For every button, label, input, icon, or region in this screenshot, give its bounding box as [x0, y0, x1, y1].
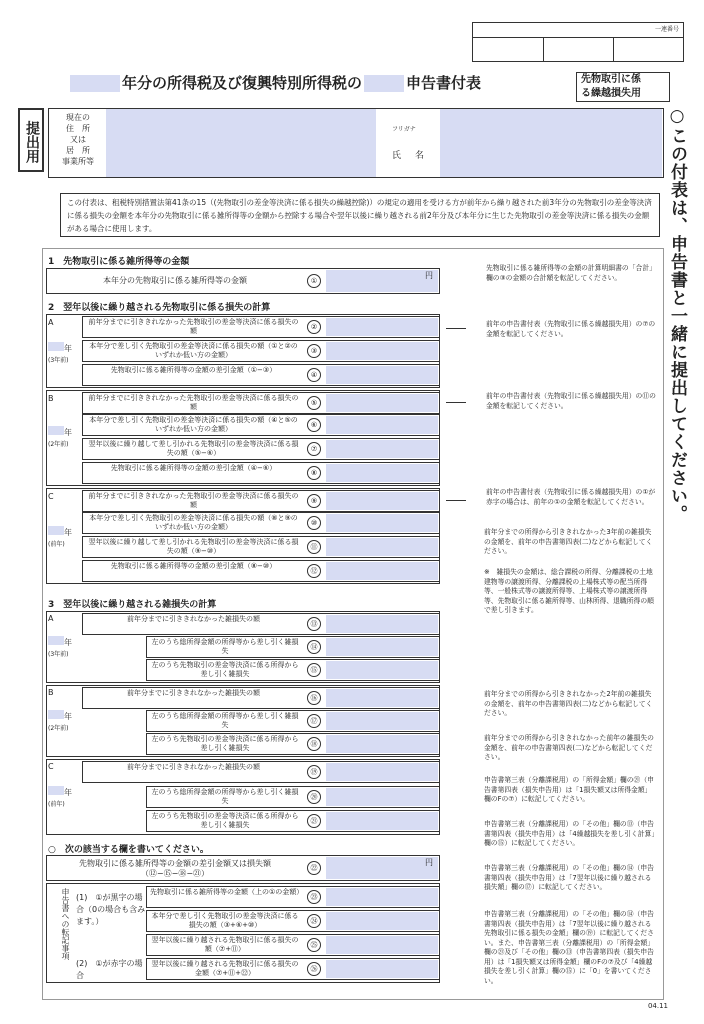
- section4-title: ○ 次の該当する欄を書いてください。: [48, 845, 209, 855]
- form-type-line2: る繰越損失用: [581, 88, 641, 99]
- group3-a-label: A: [48, 614, 54, 623]
- sec3-6-label: 前年分までに引ききれなかった雑損失の額: [127, 763, 260, 771]
- sec2-5-input[interactable]: [326, 440, 438, 458]
- sec2-9-num: ⑪: [307, 540, 321, 554]
- sec4-3-input[interactable]: [326, 960, 438, 978]
- sec4-2-label: 翌年以後に繰り越される先物取引に係る損失の額（⑦+⑪）: [151, 936, 299, 953]
- sec2-3-input[interactable]: [326, 394, 438, 412]
- sec3-1-num: ⑭: [307, 640, 321, 654]
- group3-a-when: (3年前): [48, 651, 69, 658]
- note-4c: 申告書第三表（分離課税用）の「その他」欄の⑭（申告書第四表（損失申告用）は「7翌年以後に繰り越される損失額」欄の⑰）に転記してください。: [484, 864, 654, 891]
- year-input[interactable]: [70, 75, 120, 92]
- sec2-6-label: 先物取引に係る雑所得等の金額の差引金額（④−⑥）: [110, 464, 277, 472]
- arrow-2a: [446, 328, 466, 329]
- sec3-5-num: ⑱: [307, 737, 321, 751]
- sec3-5-input[interactable]: [326, 735, 438, 753]
- form-code: 04.11: [647, 1002, 668, 1010]
- sec4-0-num: ㉓: [307, 890, 321, 904]
- group3-b-when: (2年前): [48, 725, 69, 732]
- note-2a: 前年の申告書付表（先物取引に係る繰越損失用）の⑦の金額を転記してください。: [486, 320, 656, 338]
- title-text-1: 年分の所得税及び復興特別所得税の: [122, 74, 363, 92]
- name-label: 氏名: [392, 151, 439, 161]
- sec2-4-label: 本年分で差し引く先物取引の差金等決済に係る損失の額（④と⑤のいずれか低い方の金額）: [89, 416, 298, 433]
- group-c-label: C: [48, 492, 54, 501]
- intro-text: この付表は、租税特別措置法第41条の15（(先物取引の差金等決済に係る損失の繰越控除)）の規定の適用を受ける方が前年から繰り越された前3年分の先物取引の差金等決済に係る損失の金額を本年分の先物取引に係る雑所得等の金額から控除する場合や翌年以後に繰り越される前2年分及び本年分に生じた先物取引の差金等決済に係る損失の金額がある場合に使用します。: [60, 193, 660, 237]
- sec2-1-num: ③: [307, 344, 321, 358]
- sec3-4-input[interactable]: [326, 712, 438, 730]
- group-b-year: 年: [48, 426, 72, 438]
- name-input[interactable]: [440, 109, 662, 177]
- section2-title: 2 翌年以後に繰り越される先物取引に係る損失の計算: [48, 303, 271, 313]
- sec4-1-input[interactable]: [326, 912, 438, 930]
- address-label: 現在の 住 所 又は 居 所 事業所等: [62, 113, 94, 166]
- transfer-label: 申告書への転記事項: [61, 888, 70, 960]
- sec3-2-input[interactable]: [326, 661, 438, 679]
- sec3-4-label: 左のうち総所得金額の所得等から差し引く雑損失: [151, 712, 299, 729]
- group-c-when: (前年): [48, 541, 65, 548]
- serial-number-label: 一連番号: [654, 26, 679, 33]
- sec3-3-num: ⑯: [307, 691, 321, 705]
- sec2-9-label: 翌年以後に繰り越して差し引かれる先物取引の差金等決済に係る損失の額（⑨−⑩）: [88, 538, 299, 555]
- sec2-1-input[interactable]: [326, 342, 438, 360]
- group3-c-year: 年: [48, 786, 72, 798]
- form-type-line1: 先物取引に係: [581, 74, 641, 85]
- sec3-3-label: 前年分までに引ききれなかった雑損失の額: [127, 689, 260, 697]
- row-1-input[interactable]: [326, 270, 438, 292]
- row-22-num: ㉒: [307, 861, 321, 875]
- note-4a: 申告書第三表（分離課税用）の「所得金額」欄の㉑（申告書第四表（損失申告用）は「1損失額又は所得金額」欄のFの⑦）に転記してください。: [484, 776, 654, 803]
- sec2-6-input[interactable]: [326, 464, 438, 482]
- sec3-8-num: ㉑: [307, 814, 321, 828]
- sec3-3-input[interactable]: [326, 689, 438, 707]
- submit-label: 提出用: [18, 108, 44, 172]
- sec3-2-label: 左のうち先物取引の差金等決済に係る所得から差し引く雑損失: [151, 661, 299, 678]
- sec4-1-num: ㉔: [307, 914, 321, 928]
- furigana-label: フリガナ: [392, 126, 416, 133]
- section3-title: 3 翌年以後に繰り越される雑損失の計算: [48, 600, 217, 610]
- sec4-0-input[interactable]: [326, 888, 438, 906]
- group3-b-year: 年: [48, 710, 72, 722]
- form-type-box: [576, 72, 670, 102]
- row-22-label: 先物取引に係る雑所得等の金額の差引金額又は損失額（⑫−⑮−⑱−㉑）: [79, 859, 271, 878]
- sec2-2-input[interactable]: [326, 366, 438, 384]
- sec3-0-input[interactable]: [326, 615, 438, 633]
- sec3-5-label: 左のうち先物取引の差金等決済に係る所得から差し引く雑損失: [151, 735, 299, 752]
- group-b-label: B: [48, 394, 54, 403]
- sec4-2-num: ㉕: [307, 938, 321, 952]
- yen-1: 円: [425, 271, 433, 280]
- sec2-8-label: 本年分で差し引く先物取引の差金等決済に係る損失の額（⑧と⑨のいずれか低い方の金額）: [89, 514, 298, 531]
- sec3-2-num: ⑮: [307, 663, 321, 677]
- sec3-4-num: ⑰: [307, 714, 321, 728]
- sec2-0-label: 前年分までに引ききれなかった先物取引の差金等決済に係る損失の額: [88, 318, 299, 335]
- sec2-7-num: ⑨: [307, 494, 321, 508]
- sec2-4-input[interactable]: [326, 416, 438, 434]
- sec2-7-input[interactable]: [326, 492, 438, 510]
- group3-c-when: (前年): [48, 801, 65, 808]
- case2-label: (2) ①が赤字の場合: [76, 959, 143, 980]
- group-a-year: 年: [48, 342, 72, 354]
- sec2-0-input[interactable]: [326, 318, 438, 336]
- sec4-1-label: 本年分で差し引く先物取引の差金等決済に係る損失の額（③+⑥+⑩）: [151, 912, 299, 929]
- sec4-0-label: 先物取引に係る雑所得等の金額（上の①の金額）: [150, 888, 304, 896]
- form-title: [70, 72, 481, 93]
- case1-label: (1) ①が黒字の場合（0の場合も含みます。）: [76, 893, 146, 926]
- arrow-2c: [446, 500, 466, 501]
- note-3b: ※ 雑損失の金額は、総合課税の所得、分離課税の土地建物等の譲渡所得、分離課税の上場株式等の配当所得等、一般株式等の譲渡所得等、上場株式等の譲渡所得等、先物取引に係る雑所得等、山林所得、退職所得の順で差し引きます。: [484, 568, 654, 614]
- side-instruction: ○この付表は、申告書と一緒に提出してください。: [667, 106, 687, 523]
- sec3-1-label: 左のうち総所得金額の所得等から差し引く雑損失: [151, 638, 299, 655]
- group-c-year: 年: [48, 526, 72, 538]
- yen-22: 円: [425, 858, 433, 867]
- row-1-label: 本年分の先物取引に係る雑所得等の金額: [103, 276, 247, 285]
- sec4-2-input[interactable]: [326, 936, 438, 954]
- sec2-2-label: 先物取引に係る雑所得等の金額の差引金額（①−③）: [110, 366, 277, 374]
- section1-title: 1 先物取引に係る雑所得等の金額: [48, 257, 190, 267]
- sec2-10-label: 先物取引に係る雑所得等の金額の差引金額（⑧−⑩）: [110, 562, 277, 570]
- sec2-5-num: ⑦: [307, 442, 321, 456]
- sec2-3-label: 前年分までに引ききれなかった先物取引の差金等決済に係る損失の額: [88, 394, 299, 411]
- note-3d: 前年分までの所得から引ききれなかった前年の雑損失の金額を、前年の申告書第四表(二)などから転記してください。: [484, 734, 654, 761]
- sec3-0-num: ⑬: [307, 617, 321, 631]
- sec2-5-label: 翌年以後に繰り越して差し引かれる先物取引の差金等決済に係る損失の額（⑤−⑥）: [88, 440, 299, 457]
- group3-b-label: B: [48, 688, 54, 697]
- serial-number-box[interactable]: [472, 22, 684, 62]
- address-input[interactable]: [106, 109, 376, 177]
- form-name-input[interactable]: [364, 75, 404, 92]
- note-3c: 前年分までの所得から引ききれなかった2年前の雑損失の金額を、前年の申告書第四表(二)などから転記してください。: [484, 690, 653, 717]
- sec2-3-num: ⑤: [307, 396, 321, 410]
- sec2-2-num: ④: [307, 368, 321, 382]
- title-text-2: 申告書付表: [406, 74, 482, 92]
- sec3-7-label: 左のうち総所得金額の所得等から差し引く雑損失: [151, 788, 299, 805]
- sec2-7-label: 前年分までに引ききれなかった先物取引の差金等決済に係る損失の額: [88, 492, 299, 509]
- sec3-6-input[interactable]: [326, 763, 438, 781]
- group-a-when: (3年前): [48, 357, 69, 364]
- sec2-10-input[interactable]: [326, 562, 438, 580]
- sec3-8-input[interactable]: [326, 812, 438, 830]
- sec3-6-num: ⑲: [307, 765, 321, 779]
- sec2-9-input[interactable]: [326, 538, 438, 556]
- group3-a-year: 年: [48, 636, 72, 648]
- sec4-3-num: ㉖: [307, 962, 321, 976]
- arrow-2b: [446, 402, 466, 403]
- note-4d: 申告書第三表（分離課税用）の「その他」欄の⑭（申告書第四表（損失申告用）は「7翌年以後に繰り越される先物取引に係る損失の金額」欄の⑲）に転記してください。また、申告書第三表（分離課税用）の「所得金額」欄の㉑及び「その他」欄の⑬（申告書第四表（損失申告用）は「1損失額又は所得金額」欄のFの⑦及び「4繰越損失を差し引く計算」欄の⑮）に「0」を書いてください。: [484, 910, 654, 985]
- note-2c: 前年の申告書付表（先物取引に係る繰越損失用）の①が赤字の場合は、前年の①の金額を転記してください。: [486, 488, 656, 506]
- sec2-10-num: ⑫: [307, 564, 321, 578]
- row-22-input[interactable]: [326, 857, 438, 879]
- note-4b: 申告書第三表（分離課税用）の「その他」欄の⑬（申告書第四表（損失申告用）は「4繰越損失を差し引く計算」欄の⑮）に転記してください。: [484, 820, 655, 847]
- sec2-6-num: ⑧: [307, 466, 321, 480]
- group-b-when: (2年前): [48, 441, 69, 448]
- note-3a: 前年分までの所得から引ききれなかった3年前の雑損失の金額を、前年の申告書第四表(二)などから転記してください。: [484, 528, 653, 555]
- sec3-0-label: 前年分までに引ききれなかった雑損失の額: [127, 615, 260, 623]
- sec3-7-num: ⑳: [307, 790, 321, 804]
- sec2-8-input[interactable]: [326, 514, 438, 532]
- note-1: 先物取引に係る雑所得等の金額の計算明細書の「合計」欄の③の金額の合計額を転記してください。: [486, 264, 656, 282]
- sec3-7-input[interactable]: [326, 788, 438, 806]
- sec3-1-input[interactable]: [326, 638, 438, 656]
- sec2-4-num: ⑥: [307, 418, 321, 432]
- row-1-num: ①: [307, 274, 321, 288]
- sec2-1-label: 本年分で差し引く先物取引の差金等決済に係る損失の額（①と②のいずれか低い方の金額）: [89, 342, 298, 359]
- sec3-8-label: 左のうち先物取引の差金等決済に係る所得から差し引く雑損失: [151, 812, 299, 829]
- sec2-0-num: ②: [307, 320, 321, 334]
- sec2-8-num: ⑩: [307, 516, 321, 530]
- note-2b: 前年の申告書付表（先物取引に係る繰越損失用）の⑪の金額を転記してください。: [486, 392, 656, 410]
- group-a-label: A: [48, 318, 54, 327]
- group3-c-label: C: [48, 762, 54, 771]
- sec4-3-label: 翌年以後に繰り越される先物取引に係る損失の金額（⑦+⑪+㉒）: [151, 960, 299, 977]
